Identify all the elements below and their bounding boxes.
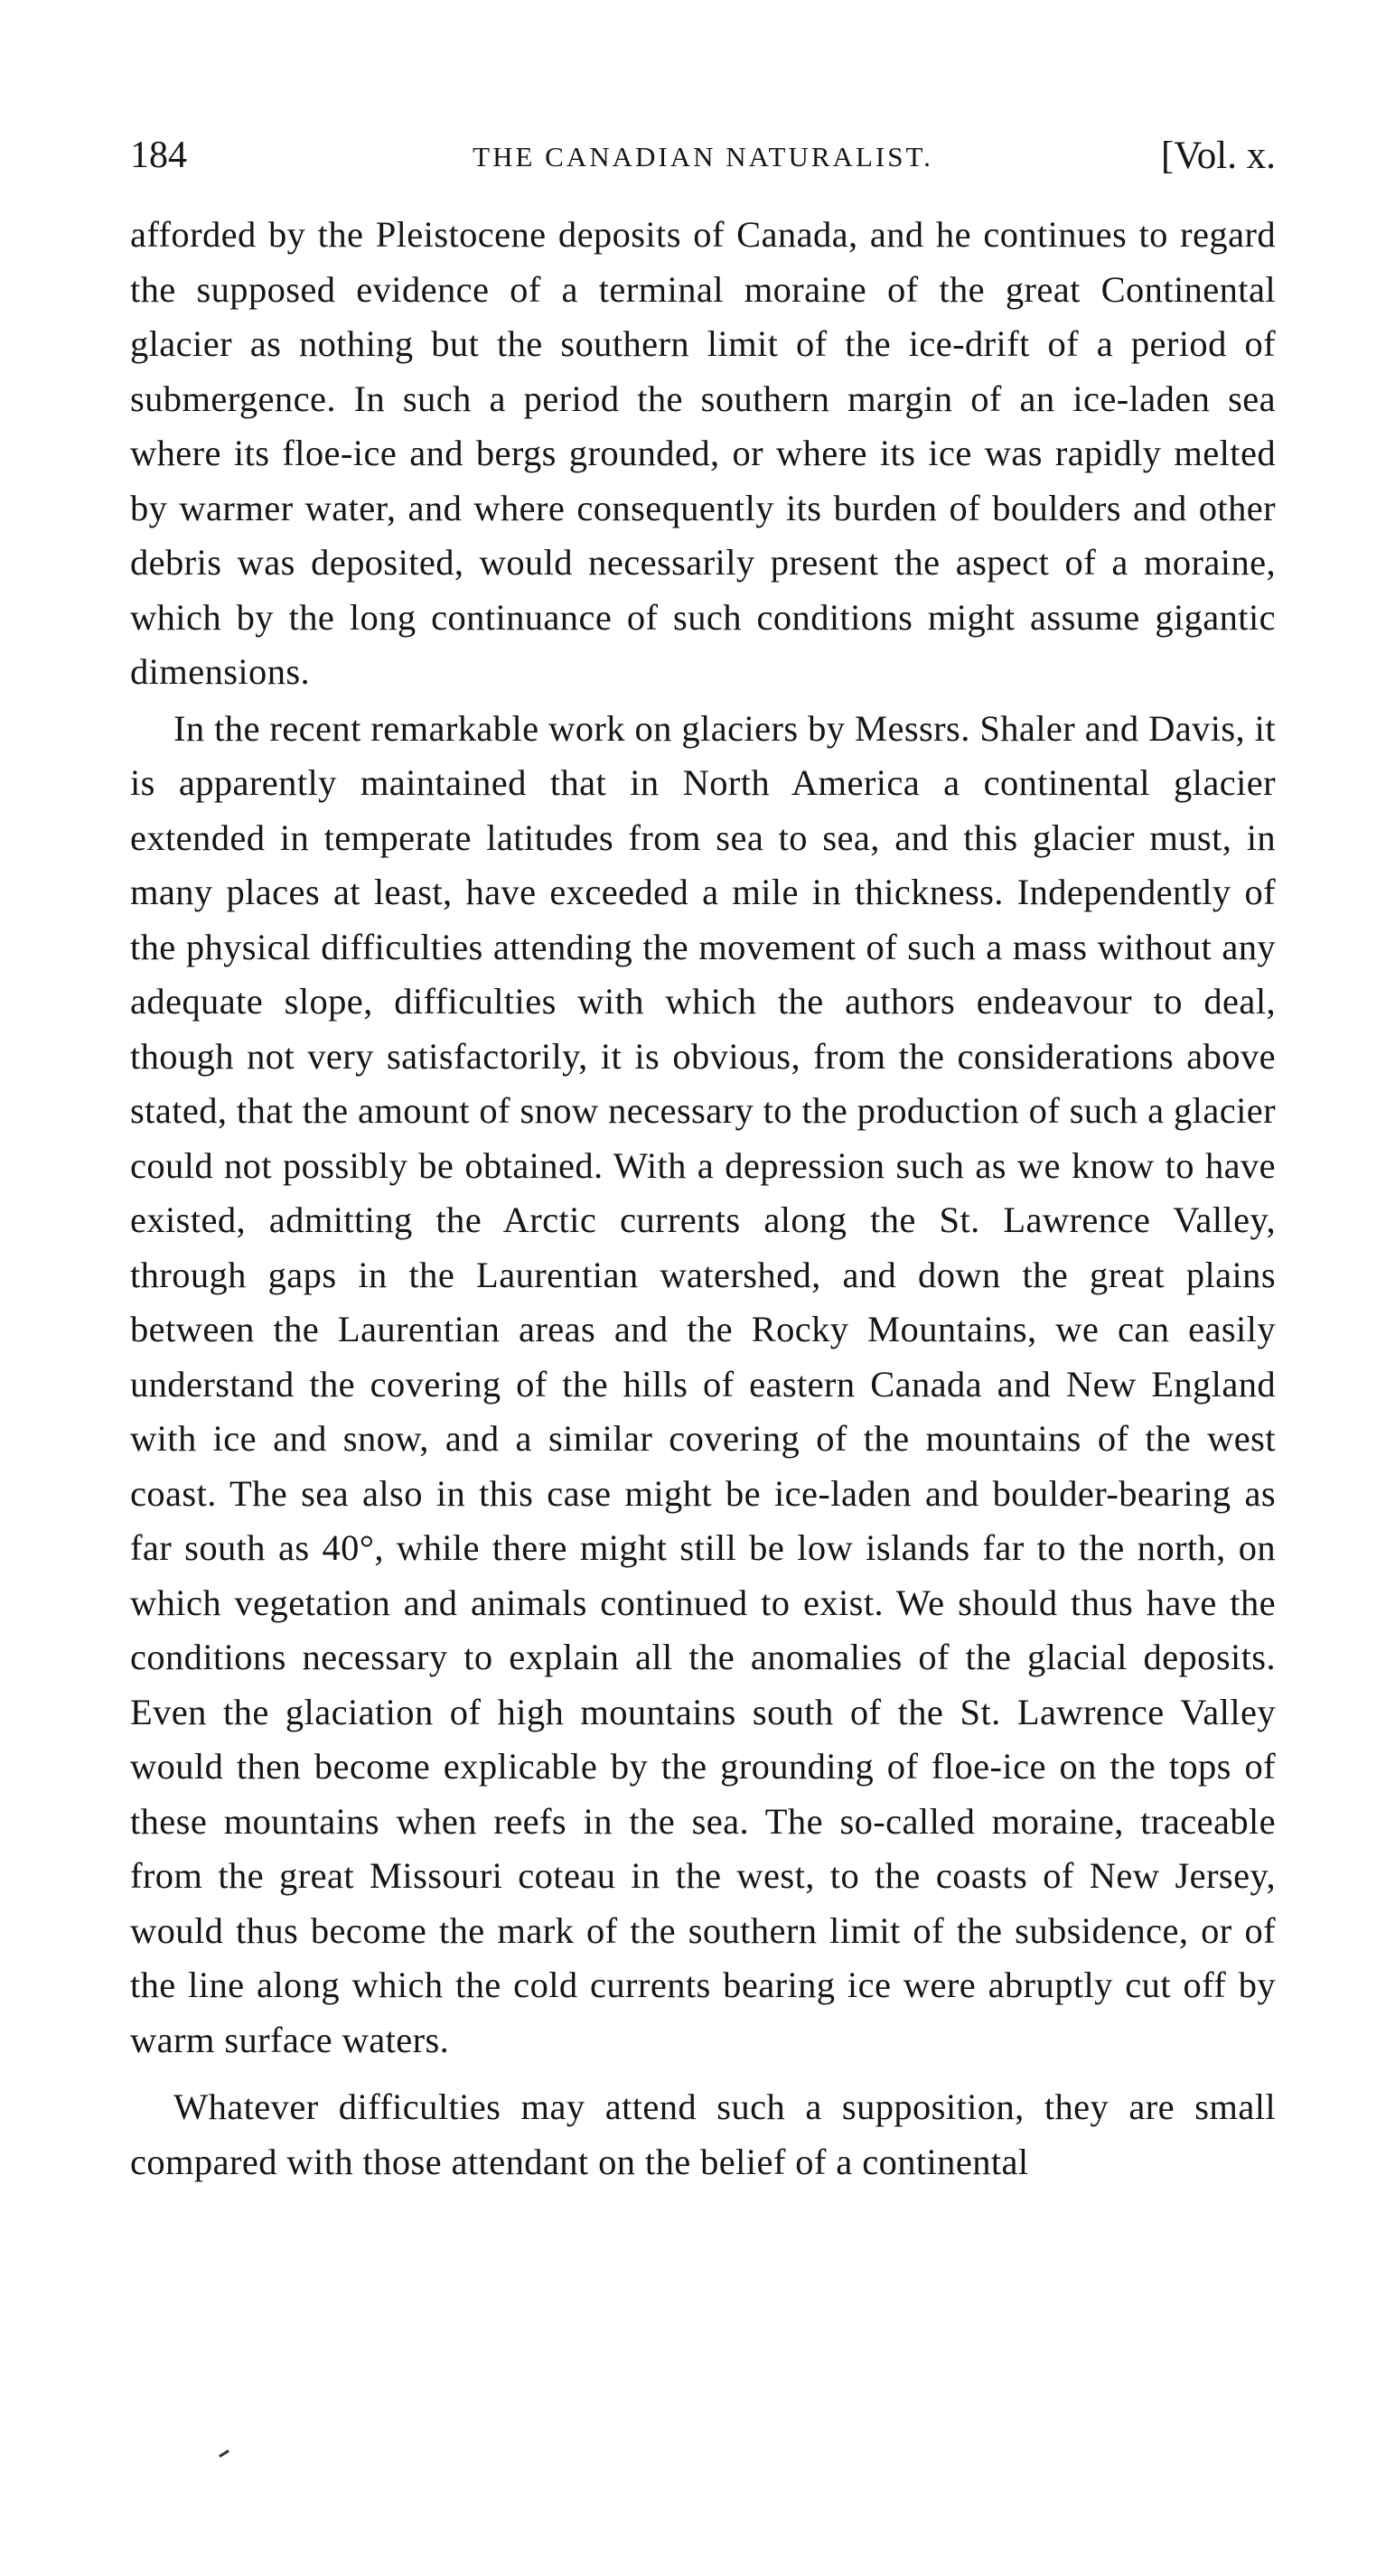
book-page	[130, 134, 1276, 2189]
page-number: 184	[130, 135, 187, 176]
journal-title: THE CANADIAN NATURALIST.	[473, 141, 933, 173]
paragraph-whatever-difficulties: Whatever difficulties may attend such a supposition, they are small compared with those attendant on the belief of a continental	[130, 2086, 1276, 2182]
volume-label: [Vol. x.	[1160, 135, 1276, 177]
paragraph-shaler-davis: In the recent remarkable work on glaciers by Messrs. Shaler and Davis, it is apparently maintained that in North America a continental glacier extended in temperate latitudes from sea to sea, and this glacier must, in many places at least, have exceeded a mile in thickness. Independently of the physical difficulties attending the movement of such a mass without any adequate slope, difficulties with which the authors endeavour to deal, though not very satisfactorily, it is obvious, from the considerations above stated, that the amount of snow necessary to the production of such a glacier could not possibly be obtained. With a depression such as we know to have existed, admitting the Arctic currents along the St. Lawrence Valley, through gaps in the Laurentian watershed, and down the great plains between the Laurentian areas and the Rocky Mountains, we can easily understand the covering of the hills of eastern Canada and New England with ice and snow, and a similar covering of the mountains of the west coast. The sea also in this case might be ice-laden and boulder-bearing as far south as 40°, while there might still be low islands far to the north, on which vegetation and animals continued to exist. We should thus have the conditions necessary to explain all the anomalies of the glacial deposits. Even the glaciation of high mountains south of the St. Lawrence Valley would then become explicable by the grounding of floe-ice on the tops of these mountains when reefs in the sea. The so-called moraine, traceable from the great Missouri coteau in the west, to the coasts of New Jersey, would thus become the mark of the southern limit of the subsidence, or of the line along which the cold currents bearing ice were abruptly cut off by warm surface waters.	[130, 707, 1276, 2060]
paragraph-continued: afforded by the Pleistocene deposits of Canada, and he continues to regard the supposed evidence of a terminal moraine of the great Continental glacier as nothing but the southern limit of the ice-drift of a period of submergence. In such a period the southern margin of an ice-laden sea where its floe-ice and bergs grounded, or where its ice was rapidly melted by warmer water, and where consequently its burden of boulders and other debris was deposited, would necessarily present the aspect of a moraine, which by the long continuance of such conditions might assume gigantic dimensions.	[130, 214, 1276, 692]
article-body	[130, 208, 1276, 2189]
stray-ink-mark	[219, 2450, 229, 2458]
running-head	[130, 134, 1276, 188]
